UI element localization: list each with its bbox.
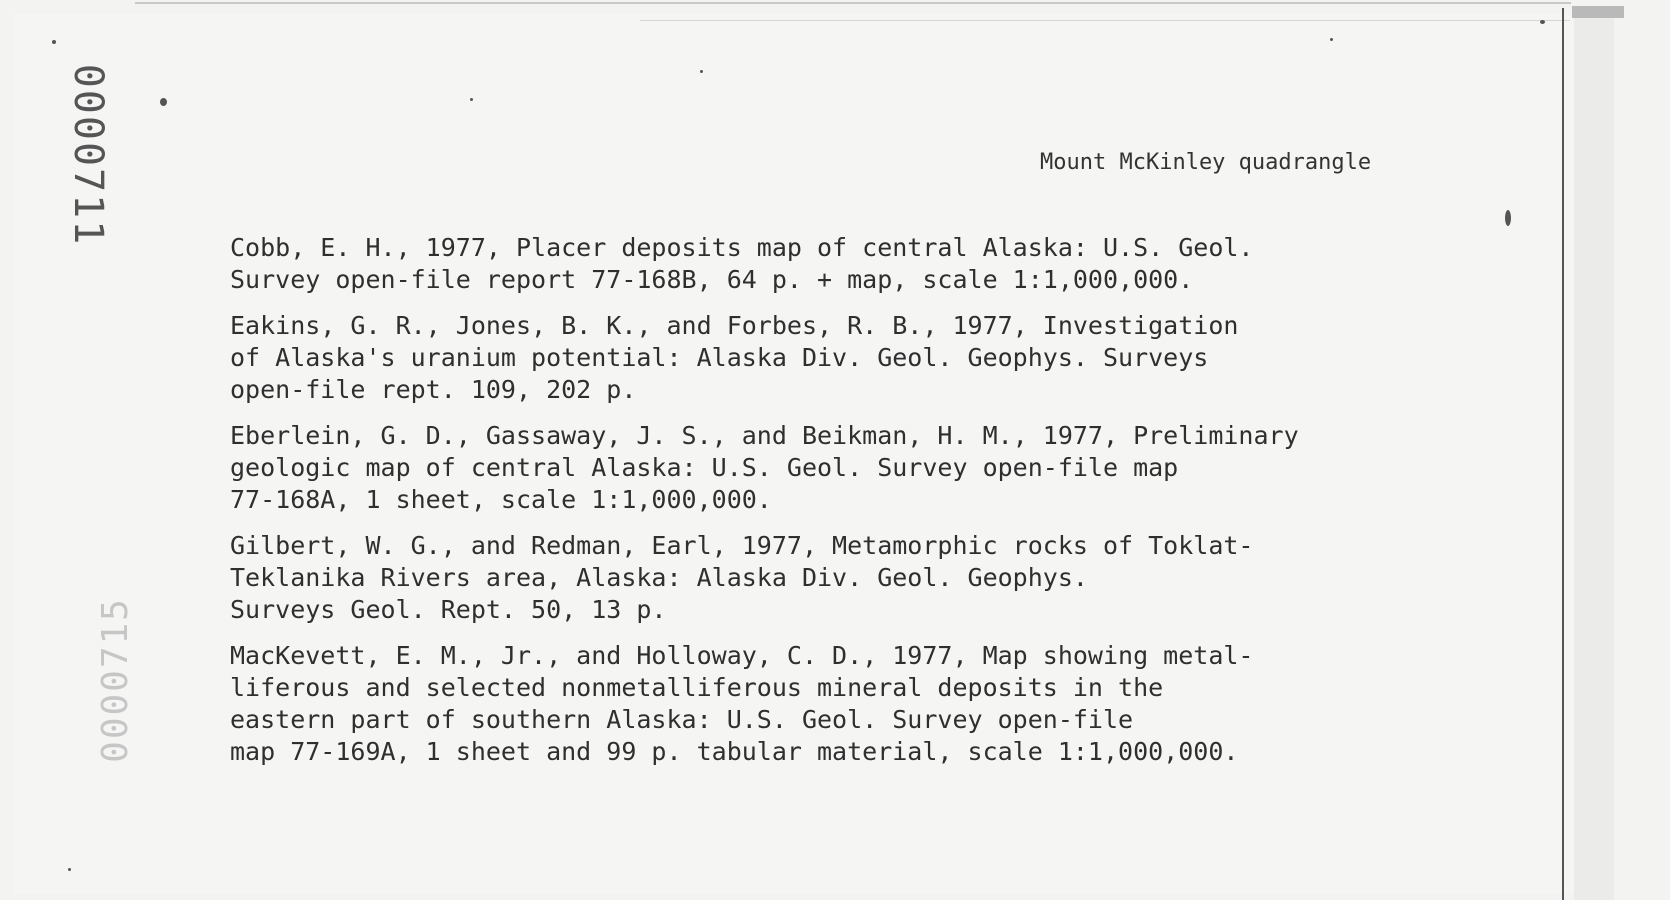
reference-entry [230,232,1430,296]
scan-speck [1330,38,1333,41]
reference-list [230,232,1430,782]
reference-line: of Alaska's uranium potential: Alaska Div. Geol. Geophys. Surveys [230,343,1209,372]
reference-line: Survey open-file report 77-168B, 64 p. + map, scale 1:1,000,000. [230,265,1194,294]
reference-line: Gilbert, W. G., and Redman, Earl, 1977, Metamorphic rocks of Toklat- [230,531,1254,560]
reference-line: Eakins, G. R., Jones, B. K., and Forbes, R. B., 1977, Investigation [230,311,1239,340]
quadrangle-heading: Mount McKinley quadrangle [1040,150,1372,175]
reference-entry [230,310,1430,406]
scan-speck [160,98,167,106]
corner-mark [1572,6,1624,18]
reference-entry [230,420,1430,516]
reference-line: open-file rept. 109, 202 p. [230,375,637,404]
top-rule [135,2,1571,4]
scan-speck [1505,210,1511,226]
card-edge-shadow [1574,8,1614,900]
reference-line: liferous and selected nonmetalliferous mineral deposits in the [230,673,1164,702]
serial-number: 0000711 [65,63,111,247]
scan-speck [68,868,71,871]
top-rule-secondary [640,20,1570,21]
reference-line: Teklanika Rivers area, Alaska: Alaska Div. Geol. Geophys. [230,563,1088,592]
scan-speck [1540,20,1545,24]
scan-speck [52,40,56,44]
reference-line: eastern part of southern Alaska: U.S. Geol. Survey open-file [230,705,1134,734]
reference-line: Eberlein, G. D., Gassaway, J. S., and Beikman, H. M., 1977, Preliminary [230,421,1299,450]
reference-line: Cobb, E. H., 1977, Placer deposits map of central Alaska: U.S. Geol. [230,233,1254,262]
card-right-border [1562,8,1564,900]
reference-line: geologic map of central Alaska: U.S. Geol. Survey open-file map [230,453,1179,482]
reference-entry [230,640,1430,768]
reference-entry [230,530,1430,626]
scan-speck [700,70,703,73]
reference-line: map 77-169A, 1 sheet and 99 p. tabular material, scale 1:1,000,000. [230,737,1239,766]
reference-line: 77-168A, 1 sheet, scale 1:1,000,000. [230,485,772,514]
faint-serial-number: 0000715 [94,597,136,763]
reference-line: MacKevett, E. M., Jr., and Holloway, C. D., 1977, Map showing metal- [230,641,1254,670]
scan-speck [470,98,473,101]
reference-line: Surveys Geol. Rept. 50, 13 p. [230,595,667,624]
